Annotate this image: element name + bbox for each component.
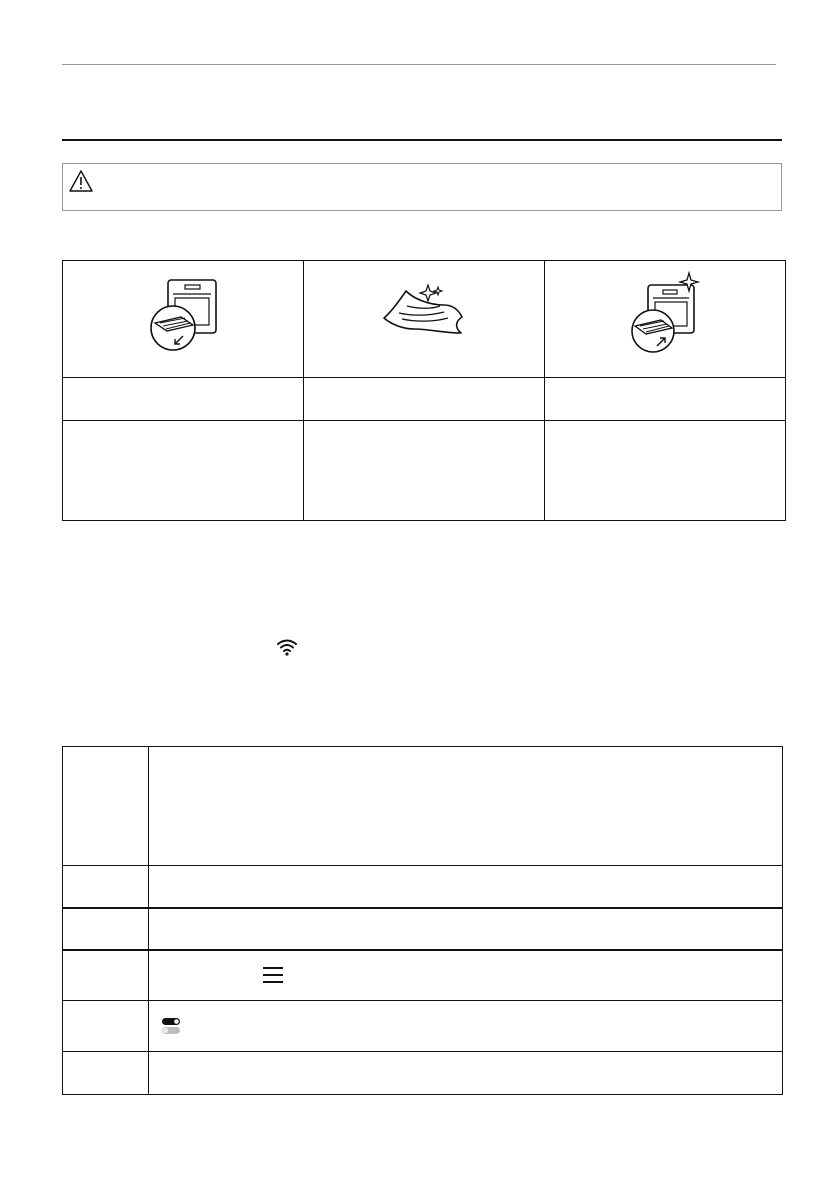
hamburger-menu-icon: [262, 965, 284, 985]
step-2-illustration-cell: [304, 261, 545, 378]
step-3-title-cell: [545, 378, 786, 421]
step-instruction-cell: [149, 1052, 783, 1095]
step-instruction-cell: [149, 950, 783, 1001]
step-number-cell: [63, 866, 149, 908]
settings-steps-table: [62, 746, 783, 1095]
cleaning-steps-table: [62, 260, 786, 521]
wifi-icon: [276, 638, 298, 656]
step-instruction-cell: [149, 747, 783, 866]
step-1-description-cell: [63, 421, 304, 521]
toggle-switch-icon: [161, 1017, 181, 1035]
step-number-cell: [63, 1001, 149, 1052]
header-rule: [62, 64, 776, 65]
warning-box: [62, 163, 782, 211]
warning-triangle-icon: [68, 169, 94, 193]
step-2-description-cell: [304, 421, 545, 521]
step-number-cell: [63, 950, 149, 1001]
hand-cleaning-icon: [304, 261, 544, 372]
oven-remove-accessories-icon: [63, 261, 303, 372]
wifi-icon-wrapper: [276, 638, 298, 661]
step-number-cell: [63, 747, 149, 866]
step-1-title-cell: [63, 378, 304, 421]
step-instruction-cell: [149, 908, 783, 950]
step-3-description-cell: [545, 421, 786, 521]
step-instruction-cell: [149, 866, 783, 908]
step-2-title-cell: [304, 378, 545, 421]
step-1-illustration-cell: [63, 261, 304, 378]
step-instruction-cell: [149, 1001, 783, 1052]
oven-insert-clean-accessories-icon: [545, 261, 785, 372]
step-number-cell: [63, 908, 149, 950]
section-rule: [62, 139, 782, 141]
step-3-illustration-cell: [545, 261, 786, 378]
step-number-cell: [63, 1052, 149, 1095]
